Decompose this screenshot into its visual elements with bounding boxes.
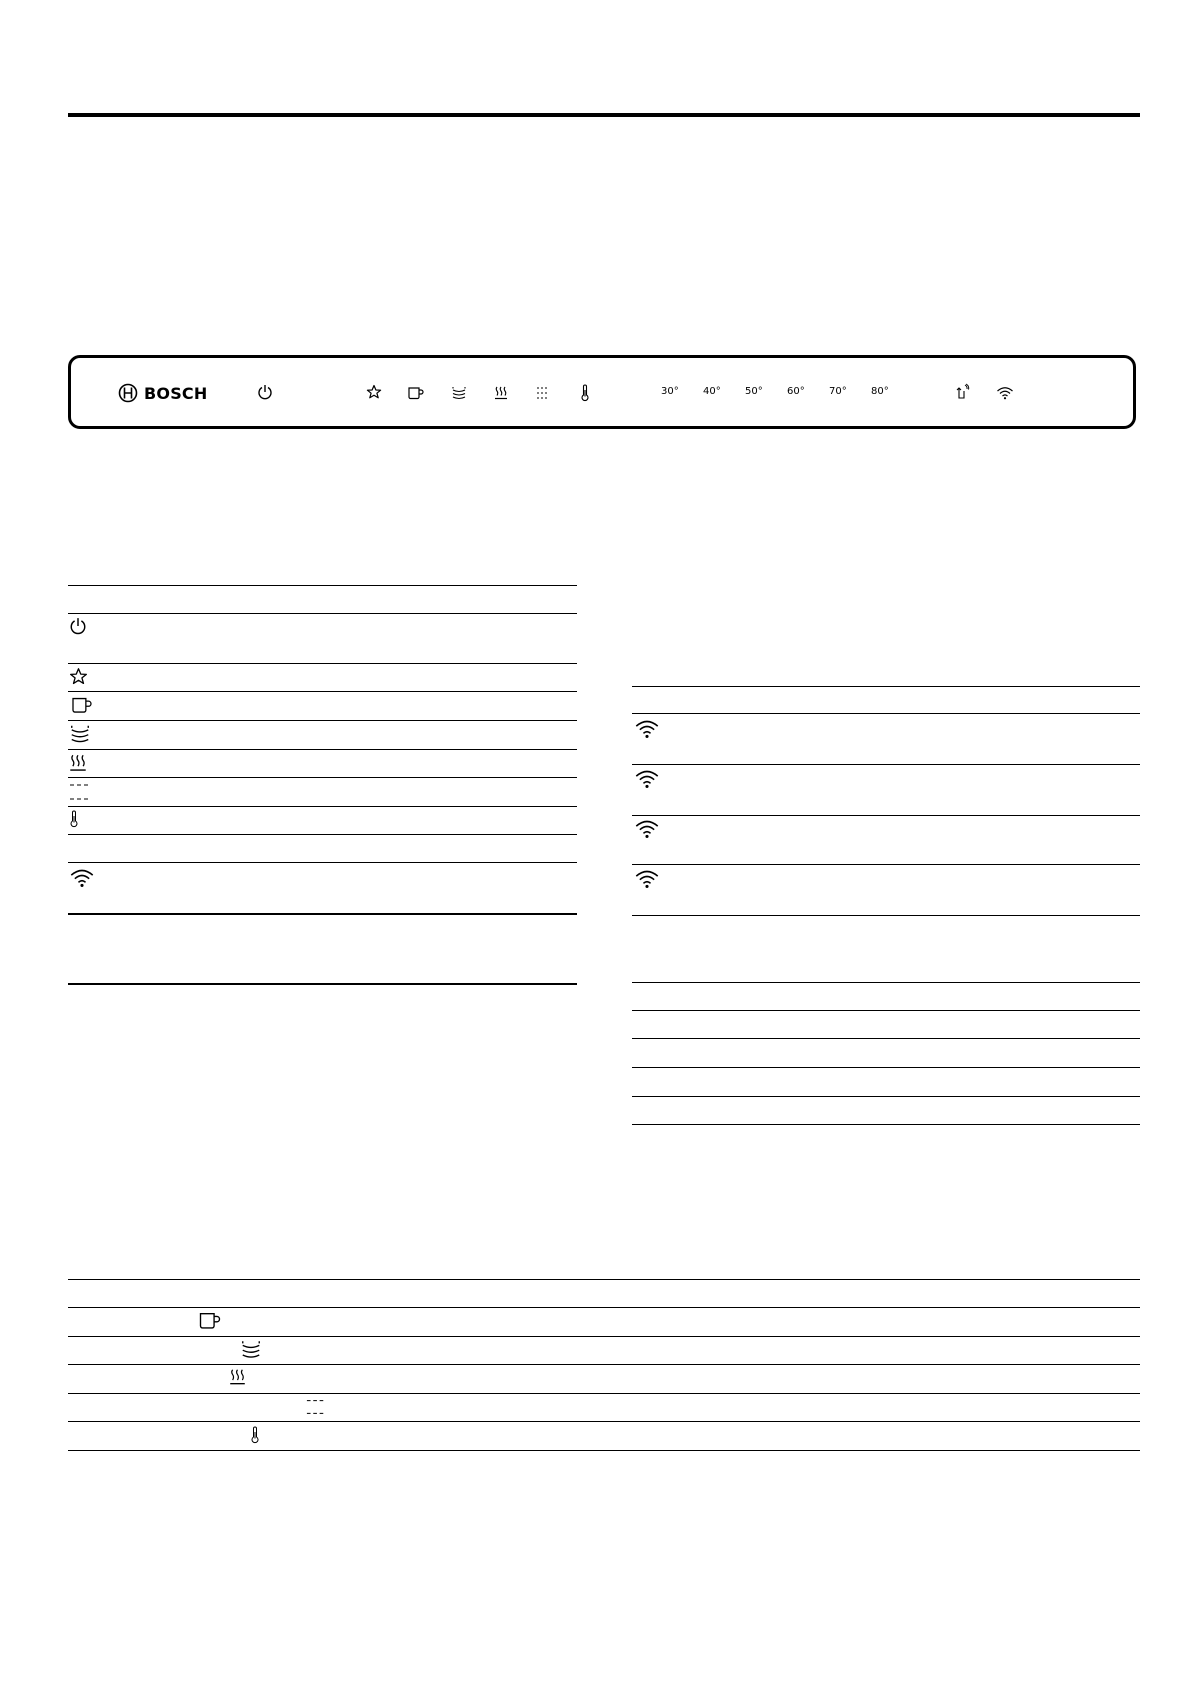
wifi-icon — [634, 719, 660, 739]
temp-70-button[interactable]: 70° — [829, 386, 847, 397]
table-rule — [632, 713, 1140, 714]
table-rule — [68, 720, 577, 721]
table-rule — [632, 1038, 1140, 1039]
heat-icon[interactable] — [494, 386, 508, 400]
cup-icon[interactable] — [408, 386, 424, 400]
star-icon — [69, 667, 88, 686]
table-rule — [68, 1450, 1140, 1451]
bosch-armature-icon — [118, 383, 138, 403]
steam-plates-icon — [69, 724, 91, 744]
table-rule — [68, 1336, 1140, 1337]
cup-icon — [69, 696, 95, 714]
remote-start-icon[interactable] — [955, 383, 971, 401]
temp-50-button[interactable]: 50° — [745, 386, 763, 397]
table-rule — [68, 585, 577, 586]
power-icon[interactable] — [257, 384, 273, 400]
cup-icon — [197, 1311, 223, 1330]
temp-40-button[interactable]: 40° — [703, 386, 721, 397]
dotted-grid-icon — [69, 779, 91, 805]
table-rule — [68, 862, 577, 863]
table-rule — [632, 864, 1140, 865]
table-rule — [68, 1421, 1140, 1422]
heat-icon — [69, 754, 87, 772]
steam-plates-icon[interactable] — [451, 386, 467, 400]
table-rule — [68, 983, 577, 985]
header-rule — [68, 113, 1140, 117]
temp-30-button[interactable]: 30° — [661, 386, 679, 397]
table-rule — [68, 777, 577, 778]
wifi-icon — [634, 769, 660, 789]
temp-80-button[interactable]: 80° — [871, 386, 889, 397]
table-rule — [632, 1124, 1140, 1125]
star-icon[interactable] — [366, 384, 382, 400]
table-rule — [632, 815, 1140, 816]
dotted-grid-icon — [306, 1394, 326, 1420]
table-rule — [68, 1393, 1140, 1394]
table-rule — [632, 1096, 1140, 1097]
table-rule — [632, 1067, 1140, 1068]
thermometer-icon[interactable] — [580, 384, 590, 402]
brand-logo — [118, 383, 207, 403]
wifi-icon — [634, 869, 660, 889]
table-rule — [68, 1307, 1140, 1308]
thermometer-icon — [69, 809, 79, 829]
steam-plates-icon — [240, 1339, 262, 1360]
table-rule — [68, 663, 577, 664]
table-rule — [68, 1364, 1140, 1365]
table-rule — [68, 749, 577, 750]
table-rule — [632, 1010, 1140, 1011]
table-rule — [68, 613, 577, 614]
control-panel — [68, 355, 1136, 429]
table-rule — [68, 1279, 1140, 1280]
table-rule — [632, 982, 1140, 983]
table-rule — [632, 915, 1140, 916]
brand-name: BOSCH — [144, 383, 208, 403]
temp-60-button[interactable]: 60° — [787, 386, 805, 397]
wifi-icon — [634, 819, 660, 839]
table-rule — [68, 691, 577, 692]
heat-icon — [229, 1368, 246, 1386]
wifi-icon[interactable] — [996, 386, 1014, 400]
table-rule — [68, 913, 577, 915]
table-rule — [632, 764, 1140, 765]
thermometer-icon — [250, 1425, 260, 1445]
table-rule — [68, 834, 577, 835]
wifi-icon — [69, 868, 95, 888]
dotted-grid-icon[interactable] — [535, 385, 551, 401]
power-icon — [69, 617, 87, 635]
table-rule — [632, 686, 1140, 687]
table-rule — [68, 806, 577, 807]
